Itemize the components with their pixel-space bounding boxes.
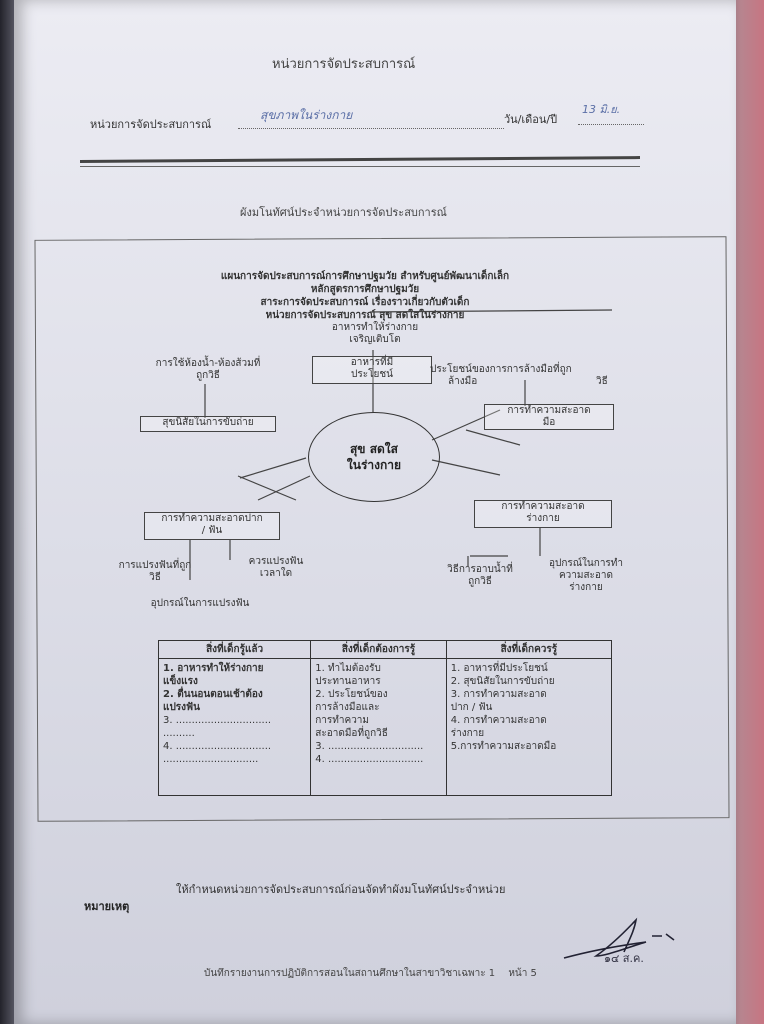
kwl-want-item: การล้างมือและ [315, 702, 380, 713]
node-toilet-line1: การใช้ห้องน้ำ-ห้องส้วมที่ [155, 358, 261, 369]
node-handwash-benefit-line2b: วิธี [596, 376, 608, 387]
kwl-want-item: การทำความ [315, 715, 370, 726]
node-mouth-clean-line2: / ฟัน [201, 525, 223, 536]
kwl-should-item: 2. สุขนิสัยในการขับถ่าย [450, 676, 555, 687]
kwl-col-want [311, 659, 446, 796]
node-hand-clean-line1: การทำความสะอาด [507, 405, 591, 416]
node-body-clean-line1: การทำความสะอาด [501, 501, 585, 512]
node-bath-line2: ถูกวิธี [468, 576, 492, 587]
unit-label: หน่วยการจัดประสบการณ์ [90, 118, 212, 131]
kwl-want-item: 2. ประโยชน์ของ [315, 689, 388, 700]
node-brush-time-line2: เวลาใด [259, 568, 293, 579]
kwl-header-known: สิ่งที่เด็กรู้แล้ว [159, 641, 311, 659]
node-food-growth-line2: เจริญเติบโต [349, 334, 401, 345]
node-body-tools-line3: ร่างกาย [569, 582, 603, 593]
node-hand-clean-line2: มือ [542, 417, 556, 428]
kwl-should-item: 5.การทำความสะอาดมือ [450, 741, 557, 752]
node-toilet-line2: ถูกวิธี [196, 370, 220, 381]
signature [556, 912, 696, 976]
node-brush-correct-line2: วิธี [149, 572, 161, 583]
node-brush-time-line1: ควรแปรงฟัน [248, 556, 304, 567]
date-value-handwritten: 13 มิ.ย. [582, 103, 621, 116]
node-useful-food-line1: อาหารที่มี [350, 357, 394, 368]
node-food-growth-line1: อาหารทำให้ร่างกาย [331, 322, 419, 333]
node-bath-line1: วิธีการอาบน้ำที่ [447, 564, 513, 575]
kwl-known-item: 4. .............................. [163, 741, 272, 752]
node-handwash-benefit-line1: ประโยชน์ของการการล้างมือที่ถูก [430, 364, 572, 375]
plan-header-line4: หน่วยการจัดประสบการณ์ สุข สดใสในร่างกาย [265, 310, 465, 321]
kwl-header-should: สิ่งที่เด็กควรรู้ [446, 641, 611, 659]
signature-date: ๑๔ ส.ค. [604, 952, 644, 965]
node-useful-food-line2: ประโยชน์ [351, 369, 393, 380]
node-body-tools-line2: ความสะอาด [558, 570, 614, 581]
kwl-known-item: .......... [163, 728, 195, 739]
kwl-table [158, 640, 612, 796]
kwl-body-row [159, 659, 612, 796]
footer-page: หน้า 5 [508, 968, 537, 979]
node-hand-clean [484, 404, 614, 430]
node-useful-food [312, 356, 432, 384]
kwl-want-item: สะอาดมือที่ถูกวิธี [315, 728, 388, 739]
node-center-line1: สุข สดใส [349, 442, 398, 456]
node-center [308, 412, 440, 502]
footer-text: บันทึกรายงานการปฏิบัติการสอนในสถานศึกษาในสาขาวิชาเฉพาะ 1 [204, 968, 496, 979]
kwl-want-item: 3. .............................. [315, 741, 424, 752]
kwl-want-item: 1. ทำไมต้องรับ [315, 663, 381, 674]
kwl-should-item: 4. การทำความสะอาด [450, 715, 547, 726]
footer [204, 966, 537, 981]
kwl-should-item: 1. อาหารที่มีประโยชน์ [450, 663, 548, 674]
date-label: วัน/เดือน/ปี [504, 113, 558, 126]
node-brush-correct-line1: การแปรงฟันที่ถูก [118, 560, 192, 571]
note-label: หมายเหตุ [84, 900, 130, 913]
kwl-known-item: แปรงฟัน [163, 702, 200, 713]
kwl-col-should [446, 659, 611, 796]
note-text: ให้กำหนดหน่วยการจัดประสบการณ์ก่อนจัดทำผังมโนทัศน์ประจำหน่วย [176, 883, 506, 896]
node-body-clean [474, 500, 612, 528]
node-brush-tools: อุปกรณ์ในการแปรงฟัน [150, 598, 250, 609]
kwl-known-item: 2. ตื่นนอนตอนเช้าต้อง [163, 689, 263, 700]
node-mouth-clean [144, 512, 280, 540]
plan-header-line2: หลักสูตรการศึกษาปฐมวัย [310, 284, 420, 295]
kwl-should-item: 3. การทำความสะอาด [450, 689, 547, 700]
node-mouth-clean-line1: การทำความสะอาดปาก [161, 513, 263, 524]
kwl-want-item: 4. .............................. [315, 754, 424, 765]
kwl-header-want: สิ่งที่เด็กต้องการรู้ [311, 641, 446, 659]
node-center-line2: ในร่างกาย [346, 458, 402, 472]
page-title: หน่วยการจัดประสบการณ์ [272, 57, 416, 72]
node-handwash-benefit-line2a: ล้างมือ [448, 376, 478, 387]
unit-value-handwritten: สุขภาพในร่างกาย [260, 108, 353, 122]
kwl-known-item: 3. .............................. [163, 715, 272, 726]
kwl-header-row [159, 641, 612, 659]
kwl-known-item: .............................. [163, 754, 259, 765]
kwl-known-item: แข็งแรง [163, 676, 198, 687]
kwl-col-known [159, 659, 311, 796]
plan-header-line3: สาระการจัดประสบการณ์ เรื่องราวเกี่ยวกับตัวเด็ก [260, 297, 470, 308]
node-body-tools-line1: อุปกรณ์ในการทำ [548, 558, 624, 569]
kwl-want-item: ประทานอาหาร [315, 676, 381, 687]
node-hygiene-box: สุขนิสัยในการขับถ่าย [140, 416, 276, 432]
diagram-caption: ผังมโนทัศน์ประจำหน่วยการจัดประสบการณ์ [240, 206, 447, 219]
plan-header-line1: แผนการจัดประสบการณ์การศึกษาปฐมวัย สำหรับศูนย์พัฒนาเด็กเล็ก [220, 271, 510, 282]
kwl-known-item: 1. อาหารทำให้ร่างกาย [163, 663, 264, 674]
node-body-clean-line2: ร่างกาย [526, 513, 560, 524]
kwl-should-item: ปาก / ฟัน [450, 702, 493, 713]
kwl-should-item: ร่างกาย [450, 728, 485, 739]
